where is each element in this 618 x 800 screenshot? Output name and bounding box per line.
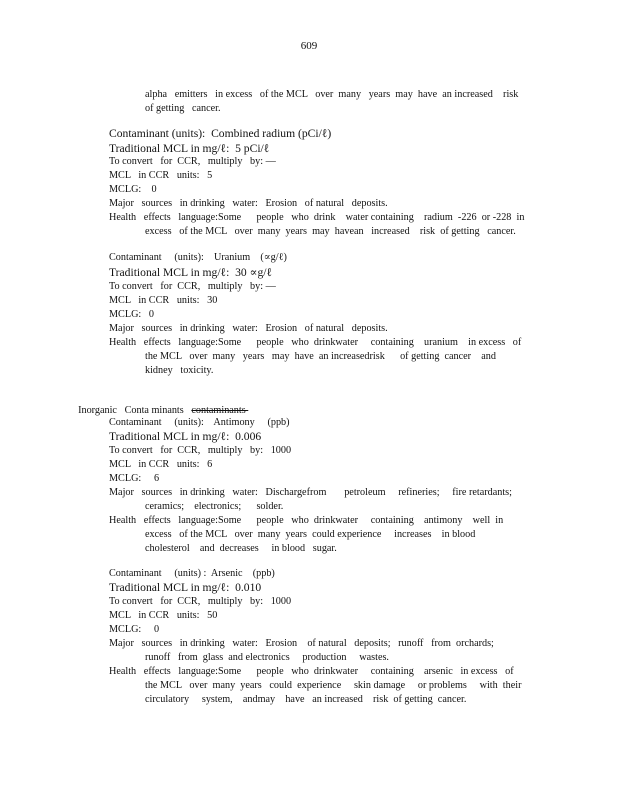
uranium-mcl-ccr: MCL in CCR units: 30 [109, 295, 218, 306]
arsenic-health-3: circulatory system, andmay have an increased risk of getting cancer. [145, 694, 467, 705]
arsenic-contaminant: Contaminant (units) : Arsenic (ppb) [109, 568, 275, 579]
uranium-convert: To convert for CCR, multiply by: — [109, 281, 276, 292]
arsenic-mclg: MCLG: 0 [109, 624, 160, 635]
antimony-convert: To convert for CCR, multiply by: 1000 [109, 445, 292, 456]
radium-health-1: Health effects language:Some people who drink water containing radium -226 or -228 in [109, 212, 525, 223]
antimony-health-2: excess of the MCL over many years could experience increases in blood [145, 529, 476, 540]
antimony-sources-2: ceramics; electronics; solder. [145, 501, 284, 512]
intro-line-2: of getting cancer. [145, 103, 221, 114]
antimony-traditional-mcl: Traditional MCL in mg/ℓ: 0.006 [109, 430, 262, 443]
arsenic-sources-2: runoff from glass and electronics production wastes. [145, 652, 389, 663]
radium-traditional-mcl: Traditional MCL in mg/ℓ: 5 pCi/ℓ [109, 142, 270, 155]
uranium-health-2: the MCL over many years may have an increasedrisk of getting cancer and [145, 351, 496, 362]
section-heading-struck: contaminants [191, 405, 249, 416]
section-heading [73, 390, 248, 418]
arsenic-health-2: the MCL over many years could experience skin damage or problems with their [145, 680, 522, 691]
page-number: 609 [300, 40, 318, 52]
radium-convert: To convert for CCR, multiply by: — [109, 156, 276, 167]
antimony-health-1: Health effects language:Some people who drinkwater containing antimony well in [109, 515, 504, 526]
uranium-sources: Major sources in drinking water: Erosion of natural deposits. [109, 323, 388, 334]
antimony-mclg: MCLG: 6 [109, 473, 160, 484]
antimony-sources-1: Major sources in drinking water: Dischargefrom petroleum refineries; fire retardants; [109, 487, 512, 498]
arsenic-convert: To convert for CCR, multiply by: 1000 [109, 596, 292, 607]
antimony-health-3: cholesterol and decreases in blood sugar. [145, 543, 337, 554]
uranium-contaminant: Contaminant (units): Uranium (∝g/ℓ) [109, 252, 287, 263]
uranium-traditional-mcl: Traditional MCL in mg/ℓ: 30 ∝g/ℓ [109, 266, 273, 279]
radium-mclg: MCLG: 0 [109, 184, 157, 195]
radium-contaminant: Contaminant (units): Combined radium (pCi/ℓ) [109, 127, 332, 140]
antimony-mcl-ccr: MCL in CCR units: 6 [109, 459, 213, 470]
uranium-mclg: MCLG: 0 [109, 309, 154, 320]
antimony-contaminant: Contaminant (units): Antimony (ppb) [109, 417, 290, 428]
section-heading-text: Inorganic Conta minants [78, 405, 184, 416]
arsenic-traditional-mcl: Traditional MCL in mg/ℓ: 0.010 [109, 581, 262, 594]
uranium-health-3: kidney toxicity. [145, 365, 214, 376]
arsenic-sources-1: Major sources in drinking water: Erosion of natural deposits; runoff from orchards; [109, 638, 494, 649]
intro-line-1: alpha emitters in excess of the MCL over many years may have an increased risk [145, 89, 519, 100]
uranium-health-1: Health effects language:Some people who drinkwater containing uranium in excess of [109, 337, 522, 348]
radium-health-2: excess of the MCL over many years may havean increased risk of getting cancer. [145, 226, 516, 237]
arsenic-mcl-ccr: MCL in CCR units: 50 [109, 610, 218, 621]
radium-sources: Major sources in drinking water: Erosion of natural deposits. [109, 198, 388, 209]
radium-mcl-ccr: MCL in CCR units: 5 [109, 170, 213, 181]
arsenic-health-1: Health effects language:Some people who drinkwater containing arsenic in excess of [109, 666, 514, 677]
